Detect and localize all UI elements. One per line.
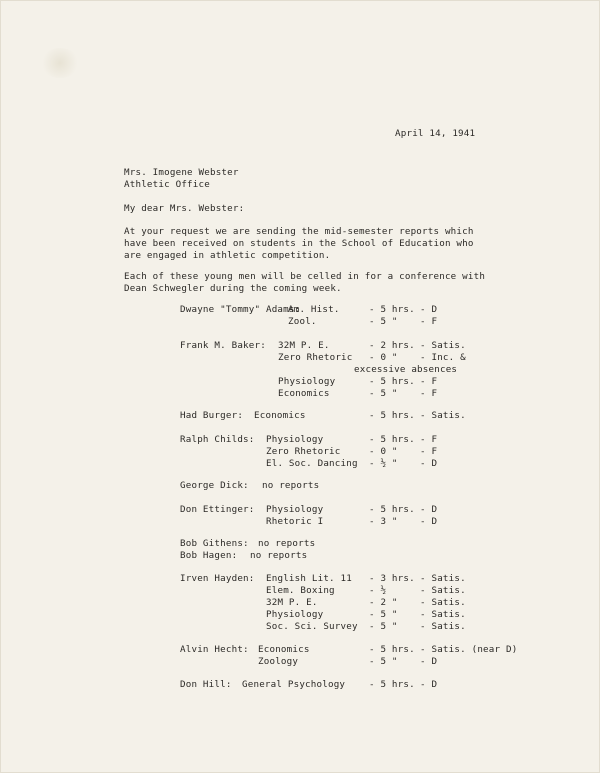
course: Economics <box>258 644 310 655</box>
grade: - F <box>420 388 438 399</box>
body-line-5: Dean Schwegler during the coming week. <box>124 283 342 294</box>
course: Zoology <box>258 656 299 667</box>
student-name: Dwayne "Tommy" Adams: <box>180 304 301 315</box>
student-name: George Dick: <box>180 480 249 491</box>
course: 32M P. E. <box>278 340 330 351</box>
body-line-4: Each of these young men will be celled in for a conference with <box>124 271 486 282</box>
course: Economics <box>254 410 306 421</box>
grade: - Satis. <box>420 597 466 608</box>
course: El. Soc. Dancing <box>266 458 358 469</box>
course: Economics <box>278 388 330 399</box>
recipient-office: Athletic Office <box>124 179 210 190</box>
hours: - 5 hrs. <box>369 376 415 387</box>
grade: - Satis. <box>420 573 466 584</box>
course: Physiology <box>266 504 324 515</box>
paper-stain <box>40 48 80 78</box>
course: Rhetoric I <box>266 516 324 527</box>
course: Zero Rhetoric <box>278 352 353 363</box>
course: General Psychology <box>242 679 346 690</box>
course: Physiology <box>278 376 336 387</box>
course: Elem. Boxing <box>266 585 335 596</box>
grade: - Satis. (near D) <box>420 644 518 655</box>
hours: - 5 " <box>369 656 398 667</box>
hours: - 5 " <box>369 621 398 632</box>
student-name: Ralph Childs: <box>180 434 255 445</box>
grade: - F <box>420 446 438 457</box>
hours: - ½ " <box>369 458 398 469</box>
hours: - 2 " <box>369 597 398 608</box>
hours: - 5 hrs. <box>369 410 415 421</box>
hours: - 3 " <box>369 516 398 527</box>
course: Physiology <box>266 609 324 620</box>
course: English Lit. 11 <box>266 573 352 584</box>
hours: - 5 hrs. <box>369 644 415 655</box>
course: no reports <box>250 550 308 561</box>
hours: - 0 " <box>369 446 398 457</box>
grade: - D <box>420 679 438 690</box>
body-line-3: are engaged in athletic competition. <box>124 250 331 261</box>
hours: - 5 hrs. <box>369 434 415 445</box>
grade: - F <box>420 434 438 445</box>
grade: - Satis. <box>420 410 466 421</box>
hours: - 5 hrs. <box>369 304 415 315</box>
grade: - Satis. <box>420 621 466 632</box>
hours: - 0 " <box>369 352 398 363</box>
hours: - 5 " <box>369 388 398 399</box>
student-name: Don Ettinger: <box>180 504 255 515</box>
student-name: Frank M. Baker: <box>180 340 266 351</box>
course: no reports <box>262 480 320 491</box>
hours: - 5 hrs. <box>369 504 415 515</box>
student-name: Alvin Hecht: <box>180 644 249 655</box>
hours: - 3 hrs. <box>369 573 415 584</box>
recipient-name: Mrs. Imogene Webster <box>124 167 239 178</box>
student-name: Irven Hayden: <box>180 573 255 584</box>
grade: - F <box>420 316 438 327</box>
course: Soc. Sci. Survey <box>266 621 358 632</box>
grade: - D <box>420 516 438 527</box>
salutation: My dear Mrs. Webster: <box>124 203 245 214</box>
course: Zool. <box>288 316 317 327</box>
grade: - F <box>420 376 438 387</box>
letter-date: April 14, 1941 <box>395 128 476 139</box>
grade: - D <box>420 656 438 667</box>
grade: - D <box>420 304 438 315</box>
student-name: Don Hill: <box>180 679 232 690</box>
course: Am. Hist. <box>288 304 340 315</box>
body-line-1: At your request we are sending the mid-semester reports which <box>124 226 474 237</box>
grade: - Satis. <box>420 585 466 596</box>
body-line-2: have been received on students in the School of Education who <box>124 238 474 249</box>
student-name: Bob Githens: <box>180 538 249 549</box>
student-name: Had Burger: <box>180 410 244 421</box>
grade: - Inc. & <box>420 352 466 363</box>
course: no reports <box>258 538 316 549</box>
student-name: Bob Hagen: <box>180 550 238 561</box>
hours: - 5 " <box>369 316 398 327</box>
grade: - D <box>420 504 438 515</box>
hours: - 2 hrs. <box>369 340 415 351</box>
course: 32M P. E. <box>266 597 318 608</box>
grade: - D <box>420 458 438 469</box>
hours: - 5 hrs. <box>369 679 415 690</box>
course: Physiology <box>266 434 324 445</box>
grade: - Satis. <box>420 340 466 351</box>
hours: - ½ <box>369 585 387 596</box>
note: excessive absences <box>354 364 458 375</box>
course: Zero Rhetoric <box>266 446 341 457</box>
grade: - Satis. <box>420 609 466 620</box>
hours: - 5 " <box>369 609 398 620</box>
